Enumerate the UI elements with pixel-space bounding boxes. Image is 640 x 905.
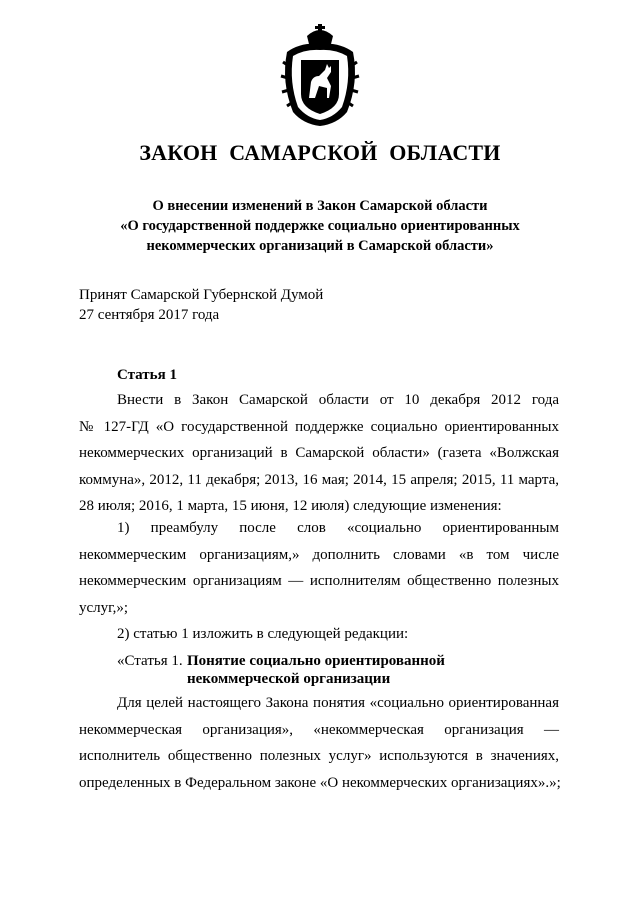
adoption-info bbox=[79, 285, 323, 325]
paragraph-line: некоммерческих организаций в Самарской области» (газета «Волжская bbox=[79, 445, 559, 461]
paragraph-line: коммуна», 2012, 11 декабря; 2013, 16 мая; 2014, 15 апреля; 2015, 11 марта, bbox=[79, 471, 559, 488]
paragraph-line: Для целей настоящего Закона понятия «социально ориентированная bbox=[117, 695, 559, 711]
subtitle-line: некоммерческих организаций в Самарской области» bbox=[146, 238, 494, 254]
article-intro-paragraph bbox=[79, 387, 559, 520]
article-heading: Статья 1 bbox=[117, 367, 177, 383]
adoption-date: 27 сентября 2017 года bbox=[79, 307, 220, 323]
new-article-number: «Статья 1. bbox=[117, 653, 183, 669]
coat-of-arms-icon bbox=[279, 22, 361, 130]
adopted-by: Принят Самарской Губернской Думой bbox=[79, 287, 324, 303]
paragraph-line: 28 июля; 2016, 1 марта, 15 июня, 12 июля) следующие изменения: bbox=[79, 498, 502, 514]
new-article-title-cont: некоммерческой организации bbox=[187, 671, 391, 687]
definition-paragraph bbox=[79, 690, 559, 796]
paragraph-line: некоммерческим организациям — исполнителям общественно полезных bbox=[79, 573, 559, 589]
subtitle-line: «О государственной поддержке социально ориентированных bbox=[120, 218, 520, 234]
new-article-title: Понятие социально ориентированной bbox=[187, 653, 445, 669]
paragraph-line: № 127-ГД «О государственной поддержке социально ориентированных bbox=[79, 418, 559, 435]
paragraph-line: некоммерческим организациям,» дополнить словами «в том числе bbox=[79, 546, 559, 563]
paragraph-line: некоммерческая организация», «некоммерческая организация — bbox=[79, 721, 559, 738]
paragraph-line: услуг,»; bbox=[79, 599, 129, 616]
paragraph-line: 2) статью 1 изложить в следующей редакции: bbox=[117, 626, 409, 642]
paragraph-line: исполнитель общественно полезных услуг» используются в значениях, bbox=[79, 748, 559, 764]
paragraph-line: определенных в Федеральном законе «О некоммерческих организациях».»; bbox=[79, 774, 561, 791]
paragraph-line: 1) преамбулу после слов «социально ориентированным bbox=[117, 520, 559, 536]
paragraph-line: Внести в Закон Самарской области от 10 декабря 2012 года bbox=[117, 392, 559, 408]
subtitle-line: О внесении изменений в Закон Самарской области bbox=[152, 198, 488, 214]
amendment-item-2 bbox=[79, 621, 559, 648]
document-subtitle bbox=[60, 196, 580, 256]
amendment-item-1 bbox=[79, 515, 559, 621]
new-article-heading bbox=[117, 652, 445, 688]
document-title: ЗАКОН САМАРСКОЙ ОБЛАСТИ bbox=[139, 140, 501, 165]
